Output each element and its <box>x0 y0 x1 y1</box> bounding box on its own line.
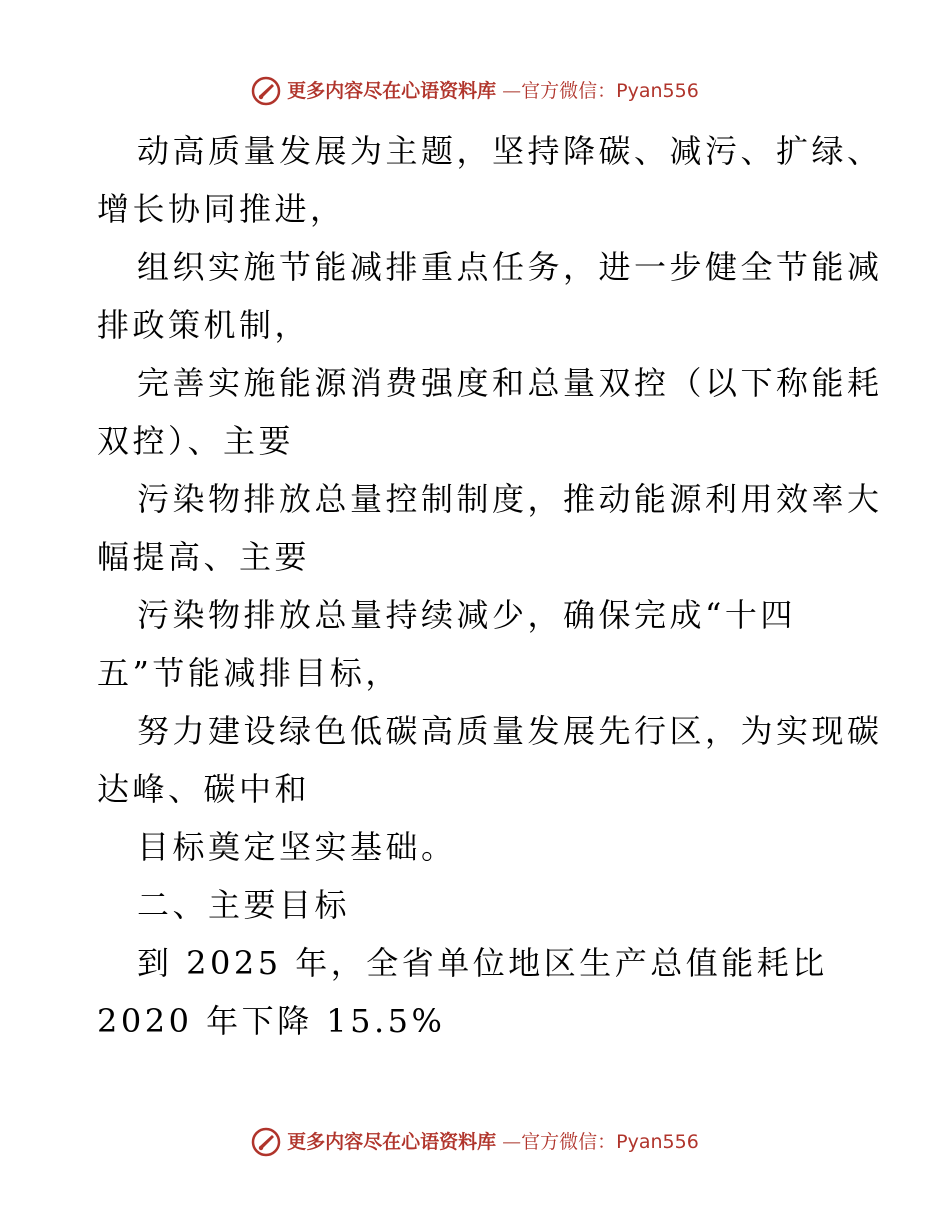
paragraph-line: 努力建设绿色低碳高质量发展先行区，为实现碳 <box>137 712 883 750</box>
paragraph-line: 到 2025 年，全省单位地区生产总值能耗比 <box>137 944 828 982</box>
paragraph-3 <box>97 354 883 470</box>
watermark-contact: 官方微信：Pyan556 <box>521 1131 699 1153</box>
section-heading <box>97 876 857 934</box>
paragraph-line: 污染物排放总量持续减少，确保完成“十四 <box>137 596 796 634</box>
watermark-lead: 更多内容尽在心语资料库 <box>287 80 497 102</box>
paragraph-line: 双控）、主要 <box>97 422 295 460</box>
paragraph-7 <box>97 818 857 876</box>
paragraph-9 <box>97 934 857 1050</box>
paragraph-line: 2020 年下降 15.5% <box>97 1002 446 1040</box>
paragraph-line: 组织实施节能减排重点任务，进一步健全节能减 <box>137 248 883 286</box>
watermark-tail <box>502 79 699 103</box>
watermark-tail <box>502 1130 699 1154</box>
section-heading-text: 二、主要目标 <box>137 886 351 924</box>
paragraph-line: 动高质量发展为主题，坚持降碳、减污、扩绿、 <box>137 132 883 170</box>
paragraph-4 <box>97 470 883 586</box>
paragraph-line: 增长协同推进， <box>97 190 346 228</box>
paragraph-6 <box>97 702 883 818</box>
paragraph-line: 排政策机制， <box>97 306 311 344</box>
logo-icon <box>251 76 281 106</box>
paragraph-line: 幅提高、主要 <box>97 538 311 576</box>
paragraph-line: 污染物排放总量控制制度，推动能源利用效率大 <box>137 480 883 518</box>
watermark-lead: 更多内容尽在心语资料库 <box>287 1131 497 1153</box>
document-body <box>97 122 883 1050</box>
paragraph-2 <box>97 238 883 354</box>
paragraph-5 <box>97 586 857 702</box>
watermark-contact: 官方微信：Pyan556 <box>521 80 699 102</box>
watermark-dash: — <box>502 80 522 102</box>
header-watermark <box>0 76 950 106</box>
logo-icon <box>251 1127 281 1157</box>
paragraph-line: 达峰、碳中和 <box>97 770 311 808</box>
watermark-dash: — <box>502 1131 522 1153</box>
paragraph-line: 目标奠定坚实基础。 <box>137 828 457 866</box>
footer-watermark <box>0 1127 950 1157</box>
paragraph-line: 五”节能减排目标， <box>97 654 401 692</box>
paragraph-line: 完善实施能源消费强度和总量双控（以下称能耗 <box>137 364 883 402</box>
paragraph-1 <box>97 122 883 238</box>
